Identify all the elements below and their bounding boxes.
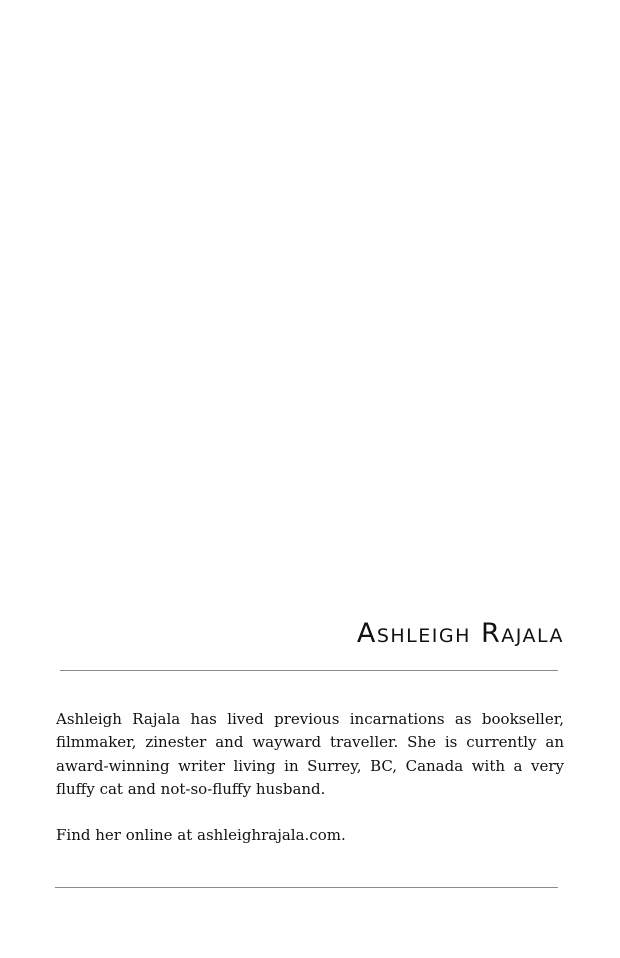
author-name-heading: Ashleigh Rajala: [356, 618, 564, 649]
top-divider: [60, 670, 558, 671]
author-bio-paragraph: Ashleigh Rajala has lived previous incarnations as bookseller, filmmaker, zinester and wayward traveller. She is currently an award-winning writer living in Surrey, BC, Canada with a very fluffy cat and not-so-fluffy husband.: [56, 710, 564, 798]
author-website-line: Find her online at ashleighrajala.com.: [56, 826, 346, 844]
bottom-divider: [55, 887, 558, 888]
